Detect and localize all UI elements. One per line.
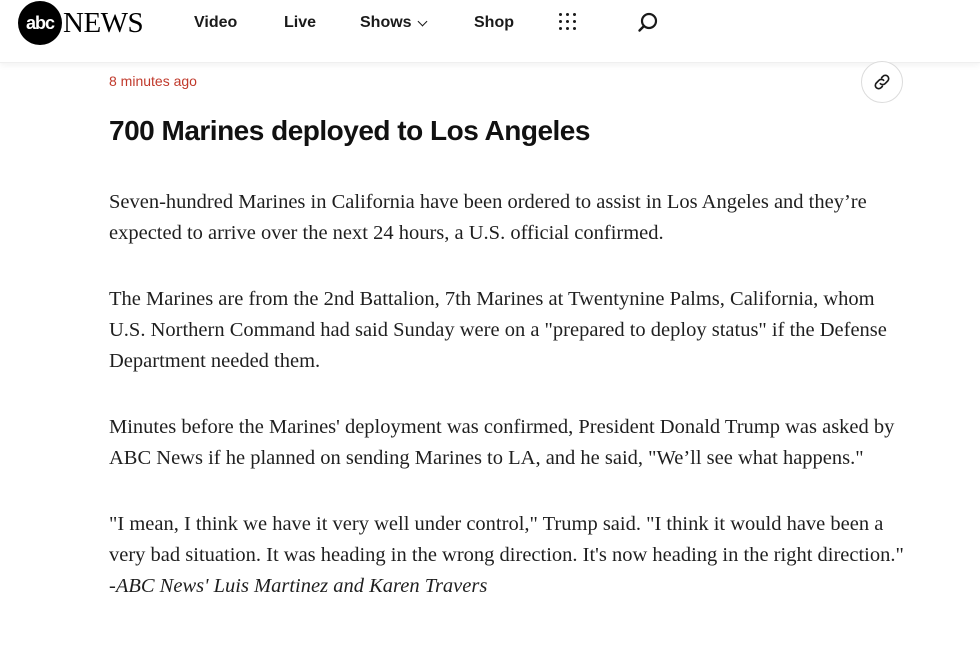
article-paragraph: Minutes before the Marines' deployment was confirmed, President Donald Trump was asked by ABC News if he planned on sending Marines to LA, and he said, "We’ll see what happens." bbox=[109, 416, 895, 469]
search-icon[interactable] bbox=[636, 11, 660, 35]
article-paragraph: The Marines are from the 2nd Battalion, 7th Marines at Twentynine Palms, California, whom U.S. Northern Command had said Sunday were on a "prepared to deploy status" if the Defense Department needed them. bbox=[109, 288, 887, 372]
article-timestamp: 8 minutes ago bbox=[109, 73, 197, 89]
abc-news-logo[interactable] bbox=[18, 0, 143, 46]
article-headline: 700 Marines deployed to Los Angeles bbox=[109, 115, 590, 146]
chevron-down-icon bbox=[417, 16, 427, 26]
nav-shows[interactable] bbox=[360, 11, 426, 35]
site-header bbox=[0, 0, 980, 63]
article-paragraph-with-byline bbox=[109, 509, 909, 602]
article-paragraph-text: "I mean, I think we have it very well under control," Trump said. "I think it would have been a very bad situation. It was heading in the wrong direction. It's now heading in the right direction." bbox=[109, 513, 904, 566]
article-paragraph: Seven-hundred Marines in California have been ordered to assist in Los Angeles and they’re expected to arrive over the next 24 hours, a U.S. official confirmed. bbox=[109, 191, 867, 244]
nav-live[interactable]: Live bbox=[284, 14, 317, 31]
copy-link-button[interactable] bbox=[861, 61, 903, 103]
article-body bbox=[109, 187, 909, 637]
grid-menu-icon[interactable] bbox=[559, 13, 579, 33]
article-byline: -ABC News' Luis Martinez and Karen Travers bbox=[109, 575, 488, 597]
abc-logo-mark: abc bbox=[18, 1, 62, 45]
news-logo-text: NEWS bbox=[63, 6, 144, 39]
nav-video[interactable]: Video bbox=[194, 14, 238, 31]
nav-shows-label: Shows bbox=[360, 14, 412, 31]
nav-shop[interactable]: Shop bbox=[474, 14, 514, 31]
link-icon bbox=[872, 72, 892, 92]
